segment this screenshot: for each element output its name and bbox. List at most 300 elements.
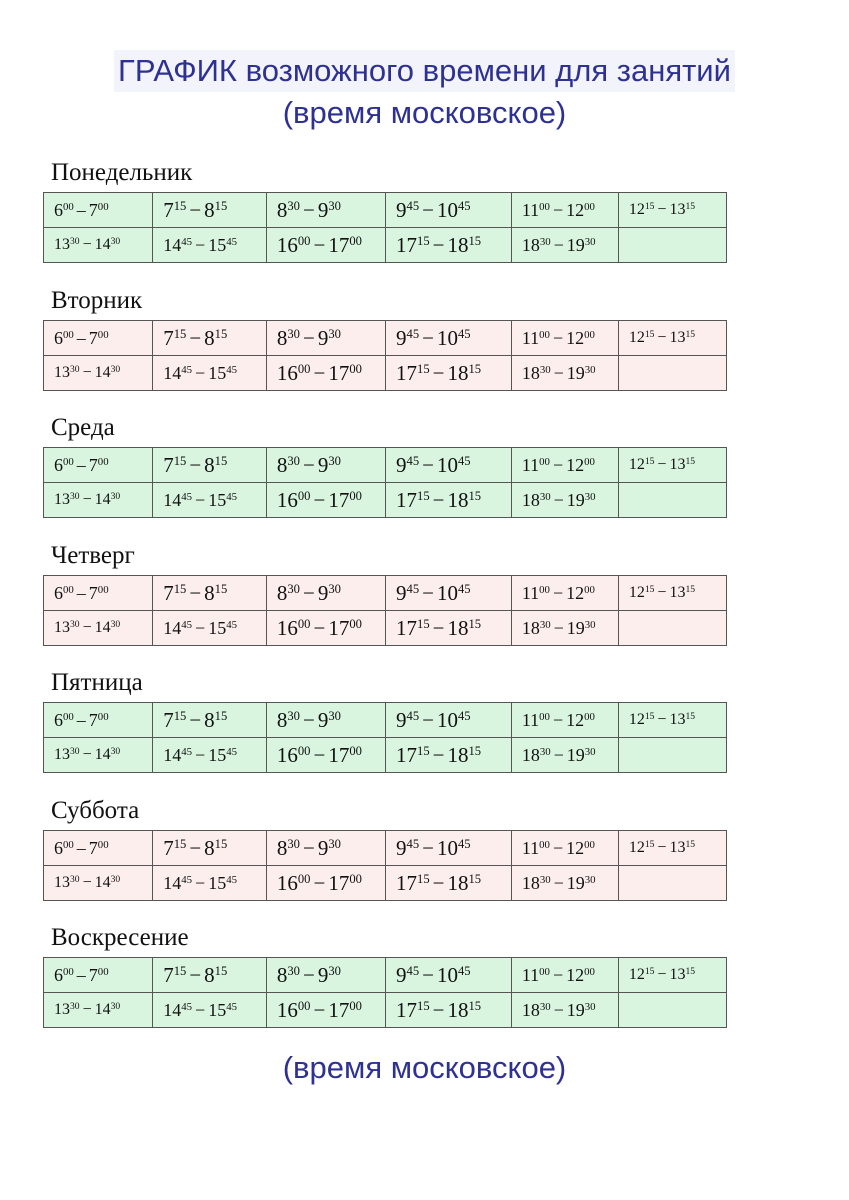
range-separator: −: [657, 711, 667, 728]
minutes: 00: [584, 710, 595, 723]
time-range: [54, 838, 109, 858]
table-row: [44, 958, 727, 993]
hours: 14: [94, 491, 111, 508]
minutes: 00: [584, 583, 595, 596]
hours: 12: [566, 327, 585, 348]
minutes: 30: [328, 581, 341, 596]
range-separator: −: [422, 197, 434, 222]
range-separator: −: [189, 835, 202, 860]
time-slot: [266, 576, 385, 611]
range-separator: −: [313, 360, 326, 385]
time-slot: [618, 193, 726, 228]
range-separator: −: [432, 742, 445, 767]
minutes: 00: [63, 583, 74, 596]
hours: 19: [566, 872, 585, 893]
minutes: 45: [457, 453, 471, 468]
time-range: [396, 743, 481, 767]
time-slot: [511, 611, 618, 646]
hours: 11: [521, 454, 540, 475]
minutes: 00: [539, 583, 550, 596]
minutes: 00: [349, 361, 362, 376]
range-separator: −: [552, 199, 564, 220]
range-separator: –: [76, 454, 86, 475]
time-range: [522, 235, 596, 255]
minutes: 15: [173, 836, 187, 851]
range-separator: −: [422, 580, 434, 605]
time-range: [54, 746, 120, 763]
day-block: [43, 413, 727, 518]
minutes: 30: [584, 745, 596, 758]
time-range: [163, 745, 237, 765]
time-slot: [266, 738, 385, 773]
time-range: [277, 708, 341, 732]
time-range: [396, 326, 471, 350]
minutes: 15: [417, 488, 430, 503]
range-separator: −: [195, 872, 206, 893]
time-slots-table: [43, 320, 727, 391]
minutes: 00: [63, 200, 74, 213]
time-range: [163, 363, 237, 383]
time-slot: [153, 866, 267, 901]
hours: 6: [54, 327, 63, 348]
range-separator: −: [657, 201, 667, 218]
minutes: 15: [644, 965, 655, 977]
time-range: [163, 1000, 237, 1020]
minutes: 00: [297, 233, 311, 248]
minutes: 45: [406, 453, 420, 468]
title-line-1: ГРАФИК возможного времени для занятий: [114, 50, 735, 92]
time-slot: [266, 356, 385, 391]
day-block: [43, 158, 727, 263]
time-range: [54, 874, 120, 891]
hours: 7: [88, 837, 98, 858]
range-separator: −: [553, 999, 564, 1020]
time-range: [277, 453, 341, 477]
hours: 13: [54, 1001, 70, 1018]
minutes: 30: [584, 873, 596, 886]
hours: 12: [566, 199, 585, 220]
time-slot: [44, 228, 153, 263]
hours: 9: [317, 452, 329, 477]
minutes: 00: [539, 328, 550, 341]
day-name: Пятница: [51, 669, 143, 696]
time-slot: [266, 483, 385, 518]
title-line-2: (время московское): [282, 95, 567, 130]
minutes: 45: [226, 1000, 237, 1013]
hours: 11: [521, 199, 540, 220]
minutes: 00: [349, 616, 362, 631]
time-range: [277, 743, 362, 767]
range-separator: −: [82, 874, 92, 891]
hours: 8: [204, 452, 215, 477]
hours: 18: [521, 234, 540, 255]
hours: 6: [54, 837, 63, 858]
time-range: [277, 488, 362, 512]
minutes: 30: [584, 1000, 596, 1013]
hours: 8: [276, 962, 288, 987]
minutes: 30: [328, 963, 341, 978]
minutes: 00: [63, 965, 74, 978]
day-block: [43, 923, 727, 1028]
hours: 12: [628, 839, 645, 856]
minutes: 30: [70, 745, 80, 757]
hours: 9: [396, 707, 407, 732]
hours: 17: [328, 870, 350, 895]
hours: 17: [328, 615, 350, 640]
minutes: 00: [349, 488, 362, 503]
hours: 7: [88, 709, 98, 730]
minutes: 30: [584, 490, 596, 503]
time-slot: [386, 831, 512, 866]
minutes: 00: [297, 743, 311, 758]
hours: 14: [163, 362, 182, 383]
hours: 11: [521, 709, 540, 730]
range-separator: −: [189, 707, 202, 732]
hours: 18: [521, 489, 540, 510]
time-slot: [266, 703, 385, 738]
hours: 13: [54, 874, 70, 891]
minutes: 45: [181, 235, 193, 248]
hours: 7: [163, 962, 174, 987]
hours: 14: [94, 1001, 111, 1018]
minutes: 15: [468, 233, 482, 248]
time-slot: [618, 576, 726, 611]
hours: 8: [204, 325, 215, 350]
minutes: 00: [97, 455, 109, 468]
hours: 8: [204, 707, 215, 732]
range-separator: –: [76, 199, 86, 220]
range-separator: −: [553, 362, 564, 383]
hours: 12: [566, 837, 585, 858]
hours: 12: [566, 454, 585, 475]
time-slot: [266, 866, 385, 901]
time-range: [54, 965, 109, 985]
hours: 10: [436, 962, 458, 987]
time-slot: [44, 193, 153, 228]
minutes: 30: [539, 235, 551, 248]
time-slot: [386, 738, 512, 773]
hours: 13: [669, 456, 686, 473]
hours: 8: [276, 707, 288, 732]
time-range: [522, 583, 595, 603]
range-separator: −: [422, 707, 434, 732]
hours: 18: [521, 362, 540, 383]
minutes: 30: [328, 198, 341, 213]
hours: 17: [396, 232, 418, 257]
range-separator: −: [82, 491, 92, 508]
minutes: 00: [97, 965, 109, 978]
hours: 13: [54, 491, 70, 508]
time-slot: [511, 703, 618, 738]
minutes: 45: [181, 618, 193, 631]
hours: 14: [94, 236, 111, 253]
range-separator: −: [189, 197, 202, 222]
day-name: Среда: [51, 414, 115, 441]
range-separator: −: [553, 489, 564, 510]
hours: 16: [276, 487, 298, 512]
minutes: 15: [417, 743, 430, 758]
time-range: [54, 200, 109, 220]
hours: 17: [396, 360, 418, 385]
time-slot: [44, 611, 153, 646]
minutes: 30: [539, 873, 551, 886]
time-range: [522, 200, 595, 220]
hours: 13: [669, 711, 686, 728]
time-slot: [618, 831, 726, 866]
hours: 18: [521, 872, 540, 893]
range-separator: −: [302, 580, 315, 605]
time-slot: [266, 993, 385, 1028]
range-separator: −: [432, 487, 445, 512]
day-block: [43, 796, 727, 901]
time-slot: [44, 448, 153, 483]
minutes: 30: [110, 1000, 121, 1012]
minutes: 45: [226, 618, 237, 631]
minutes: 00: [63, 838, 74, 851]
range-separator: −: [657, 839, 667, 856]
minutes: 15: [417, 361, 430, 376]
hours: 14: [94, 364, 111, 381]
hours: 19: [566, 234, 585, 255]
empty-slot: [618, 866, 726, 901]
minutes: 45: [181, 363, 193, 376]
hours: 9: [396, 835, 407, 860]
time-slot: [511, 356, 618, 391]
hours: 19: [566, 362, 585, 383]
hours: 13: [54, 619, 70, 636]
hours: 10: [436, 835, 458, 860]
time-range: [163, 836, 227, 860]
minutes: 00: [584, 838, 595, 851]
range-separator: −: [189, 580, 202, 605]
time-range: [54, 619, 120, 636]
range-separator: −: [552, 327, 564, 348]
minutes: 45: [457, 836, 471, 851]
minutes: 45: [406, 326, 420, 341]
minutes: 15: [644, 200, 655, 212]
hours: 15: [208, 234, 227, 255]
time-range: [522, 1000, 596, 1020]
hours: 9: [317, 962, 329, 987]
minutes: 30: [70, 363, 80, 375]
hours: 8: [276, 580, 288, 605]
hours: 16: [276, 360, 298, 385]
hours: 14: [163, 999, 182, 1020]
range-separator: −: [82, 236, 92, 253]
hours: 16: [276, 870, 298, 895]
minutes: 45: [181, 745, 193, 758]
minutes: 30: [110, 745, 121, 757]
time-range: [163, 708, 227, 732]
range-separator: –: [76, 709, 86, 730]
minutes: 45: [226, 235, 237, 248]
range-separator: −: [189, 962, 202, 987]
minutes: 30: [539, 618, 551, 631]
time-range: [396, 871, 481, 895]
time-range: [629, 329, 695, 346]
hours: 17: [328, 232, 350, 257]
hours: 17: [328, 360, 350, 385]
time-slot: [266, 321, 385, 356]
time-slot: [386, 448, 512, 483]
hours: 14: [94, 746, 111, 763]
time-range: [629, 584, 695, 601]
table-row: [44, 831, 727, 866]
minutes: 15: [644, 710, 655, 722]
hours: 8: [276, 452, 288, 477]
minutes: 45: [406, 581, 420, 596]
hours: 10: [436, 197, 458, 222]
range-separator: −: [313, 615, 326, 640]
range-separator: −: [553, 744, 564, 765]
range-separator: −: [195, 617, 206, 638]
time-slot: [153, 228, 267, 263]
time-slot: [386, 483, 512, 518]
day-name: Понедельник: [51, 159, 193, 186]
time-range: [522, 873, 596, 893]
time-range: [163, 963, 227, 987]
minutes: 15: [468, 361, 482, 376]
minutes: 00: [584, 328, 595, 341]
hours: 6: [54, 709, 63, 730]
hours: 8: [204, 962, 215, 987]
time-slot: [386, 993, 512, 1028]
range-separator: −: [302, 707, 315, 732]
hours: 11: [521, 582, 540, 603]
range-separator: −: [657, 584, 667, 601]
day-block: [43, 541, 727, 646]
time-slot: [618, 703, 726, 738]
range-separator: −: [553, 617, 564, 638]
table-row: [44, 321, 727, 356]
minutes: 30: [287, 453, 300, 468]
time-slot: [511, 866, 618, 901]
minutes: 15: [417, 616, 430, 631]
minutes: 45: [457, 708, 471, 723]
time-range: [54, 328, 109, 348]
time-range: [396, 708, 471, 732]
hours: 16: [276, 615, 298, 640]
hours: 8: [204, 197, 215, 222]
time-slot: [153, 958, 267, 993]
hours: 7: [163, 325, 174, 350]
time-range: [396, 453, 471, 477]
range-separator: −: [82, 619, 92, 636]
range-separator: −: [302, 962, 315, 987]
time-range: [163, 581, 227, 605]
range-separator: −: [195, 234, 206, 255]
time-range: [163, 198, 227, 222]
hours: 9: [396, 962, 407, 987]
range-separator: –: [76, 964, 86, 985]
table-row: [44, 866, 727, 901]
range-separator: −: [432, 870, 445, 895]
time-range: [396, 998, 481, 1022]
minutes: 30: [287, 963, 300, 978]
hours: 6: [54, 199, 63, 220]
range-separator: −: [657, 329, 667, 346]
day-name: Вторник: [51, 287, 143, 314]
time-slot: [386, 193, 512, 228]
time-slot: [44, 576, 153, 611]
time-slot: [44, 738, 153, 773]
time-range: [54, 455, 109, 475]
hours: 10: [436, 707, 458, 732]
minutes: 00: [97, 200, 109, 213]
minutes: 15: [468, 743, 482, 758]
hours: 9: [317, 707, 329, 732]
hours: 17: [396, 487, 418, 512]
time-slots-table: [43, 447, 727, 518]
range-separator: −: [657, 966, 667, 983]
time-range: [522, 455, 595, 475]
minutes: 15: [214, 198, 228, 213]
minutes: 15: [417, 871, 430, 886]
range-separator: −: [552, 964, 564, 985]
minutes: 00: [584, 200, 595, 213]
range-separator: −: [82, 364, 92, 381]
minutes: 30: [287, 836, 300, 851]
minutes: 00: [584, 965, 595, 978]
minutes: 00: [97, 328, 109, 341]
day-block: [43, 668, 727, 773]
hours: 17: [328, 742, 350, 767]
range-separator: −: [195, 489, 206, 510]
minutes: 15: [685, 455, 696, 467]
hours: 13: [54, 364, 70, 381]
hours: 18: [447, 615, 469, 640]
range-separator: −: [553, 234, 564, 255]
time-range: [277, 871, 362, 895]
minutes: 30: [328, 836, 341, 851]
time-range: [629, 711, 695, 728]
time-slot: [618, 958, 726, 993]
hours: 19: [566, 617, 585, 638]
time-range: [54, 236, 120, 253]
footer-note: (время московское): [282, 1050, 567, 1085]
minutes: 15: [644, 838, 655, 850]
time-range: [277, 616, 362, 640]
time-range: [277, 198, 341, 222]
hours: 7: [88, 327, 98, 348]
minutes: 00: [63, 455, 74, 468]
time-range: [522, 328, 595, 348]
time-range: [277, 326, 341, 350]
hours: 15: [208, 872, 227, 893]
time-slot: [386, 866, 512, 901]
minutes: 15: [468, 488, 482, 503]
hours: 12: [628, 584, 645, 601]
hours: 14: [163, 234, 182, 255]
range-separator: −: [195, 362, 206, 383]
time-range: [277, 963, 341, 987]
range-separator: −: [657, 456, 667, 473]
hours: 6: [54, 582, 63, 603]
minutes: 15: [685, 838, 696, 850]
range-separator: −: [432, 997, 445, 1022]
hours: 13: [54, 746, 70, 763]
minutes: 30: [287, 708, 300, 723]
minutes: 30: [70, 1000, 80, 1012]
minutes: 30: [328, 326, 341, 341]
hours: 13: [669, 966, 686, 983]
hours: 18: [447, 742, 469, 767]
hours: 14: [163, 744, 182, 765]
day-name: Воскресение: [51, 924, 189, 951]
time-range: [54, 491, 120, 508]
hours: 13: [669, 839, 686, 856]
time-slot: [44, 321, 153, 356]
